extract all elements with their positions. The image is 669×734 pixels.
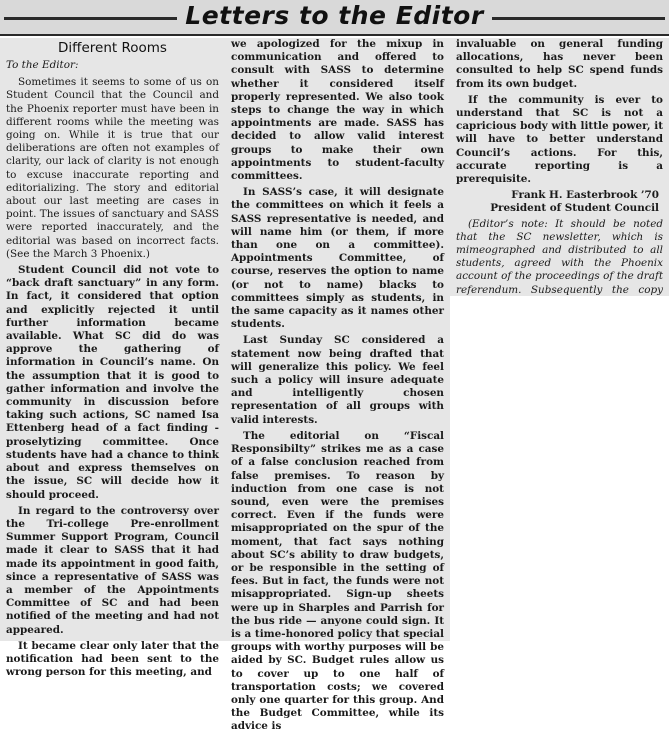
- page-title: [0, 1, 669, 30]
- column-2: [225, 38, 450, 733]
- column-3: [450, 38, 669, 296]
- signature-title: President of Student Council: [490, 202, 659, 215]
- editors-note: (Editor’s note: It should be noted that the SC newsletter, which is mimeographed and distributed to all students, agreed with the Phoenix account of the proceedings of the draft referendum. Subsequently the copy: [456, 217, 663, 296]
- paragraph: Sometimes it seems to some of us on Student Council that the Council and the Phoenix reporter must have been in different rooms while the meeting was going on. While it is true that our deliberations are often not examples of clarity, our lack of clarity is not enough to excuse inaccurate reporting and editorializing. The story and editorial about our last meeting are cases in point. The issues of sanctuary and SASS were reported inaccurately, and the editorial was based on incorrect facts. (See the March 3 Phoenix.): [6, 76, 219, 260]
- paragraph: It became clear only later that the notification had been sent to the wrong person for this meeting, and: [6, 639, 219, 679]
- empty-area: [450, 296, 669, 641]
- paragraph: In regard to the controversy over the Tri-college Pre-enrollment Summer Support Program, Council made it clear to SASS that it had made its appointment in good faith, since a representative of SASS was a member of the Appointments Committee of SC and had been notified of the meeting and had not appeared.: [6, 504, 219, 636]
- paragraph: In SASS’s case, it will designate the committees on which it feels a SASS representative is needed, and will name him (or them, if more than one on a committee). Appointments Committee, of course, reserves the option to name (or not to name) blacks to committees simply as students, in the same capacity as it names other students.: [231, 186, 444, 331]
- paragraph: Student Council did not vote to “back draft sanctuary” in any form. In fact, it considered that option and explicitly rejected it until further information became available. What SC did do was approve the gathering of information in Council’s name. On the assumption that it is good to gather information and involve the community in discussion before taking such actions, SC named Isa Ettenberg head of a fact finding - proselytizing committee. Once students have had a chance to think about and express themselves on the issue, SC will decide how it should proceed.: [6, 264, 219, 501]
- paragraph: we apologized for the mixup in communication and offered to consult with SASS to determine whether it considered itself properly represented. We also took steps to change the way in which appointments are made. SASS has decided to allow valid interest groups to make their own appointments to student-faculty committees.: [231, 38, 444, 183]
- letter-salutation: To the Editor:: [6, 59, 79, 71]
- masthead: [0, 0, 669, 36]
- page-title-text: Letters to the Editor: [177, 1, 491, 30]
- paragraph: The editorial on “Fiscal Responsibilty” strikes me as a case of a false conclusion reached from false premises. To reason by induction from one case is not sound, even were the premises correct. Even if the funds were misappropriated on the spur of the moment, that fact says nothing about SC’s ability to draw budgets, or be responsible in the setting of fees. But in fact, the funds were not misappropriated. Sign-up sheets were up in Sharples and Parrish for the bus ride — anyone could sign. It is a time-honored policy that special groups with worthy purposes will be aided by SC. Budget rules allow us to cover up to one half of transportation costs; we covered only one quarter for this group. And the Budget Committee, while its advice is: [231, 429, 444, 733]
- paragraph: If the community is ever to understand that SC is not a capricious body with little power, it will have to better understand Council’s actions. For this, accurate reporting is a prerequisite.: [456, 93, 663, 186]
- column-1: [0, 38, 225, 679]
- paragraph: invaluable on general funding allocations, has never been consulted to help SC spend funds from its own budget.: [456, 38, 663, 90]
- letter-headline: Different Rooms: [58, 40, 167, 56]
- paragraph: Last Sunday SC considered a statement now being drafted that will generalize this policy. We feel such a policy will insure adequate and intelligently chosen representation of all groups with valid interests.: [231, 334, 444, 426]
- signature-name: Frank H. Easterbrook ’70: [511, 189, 659, 202]
